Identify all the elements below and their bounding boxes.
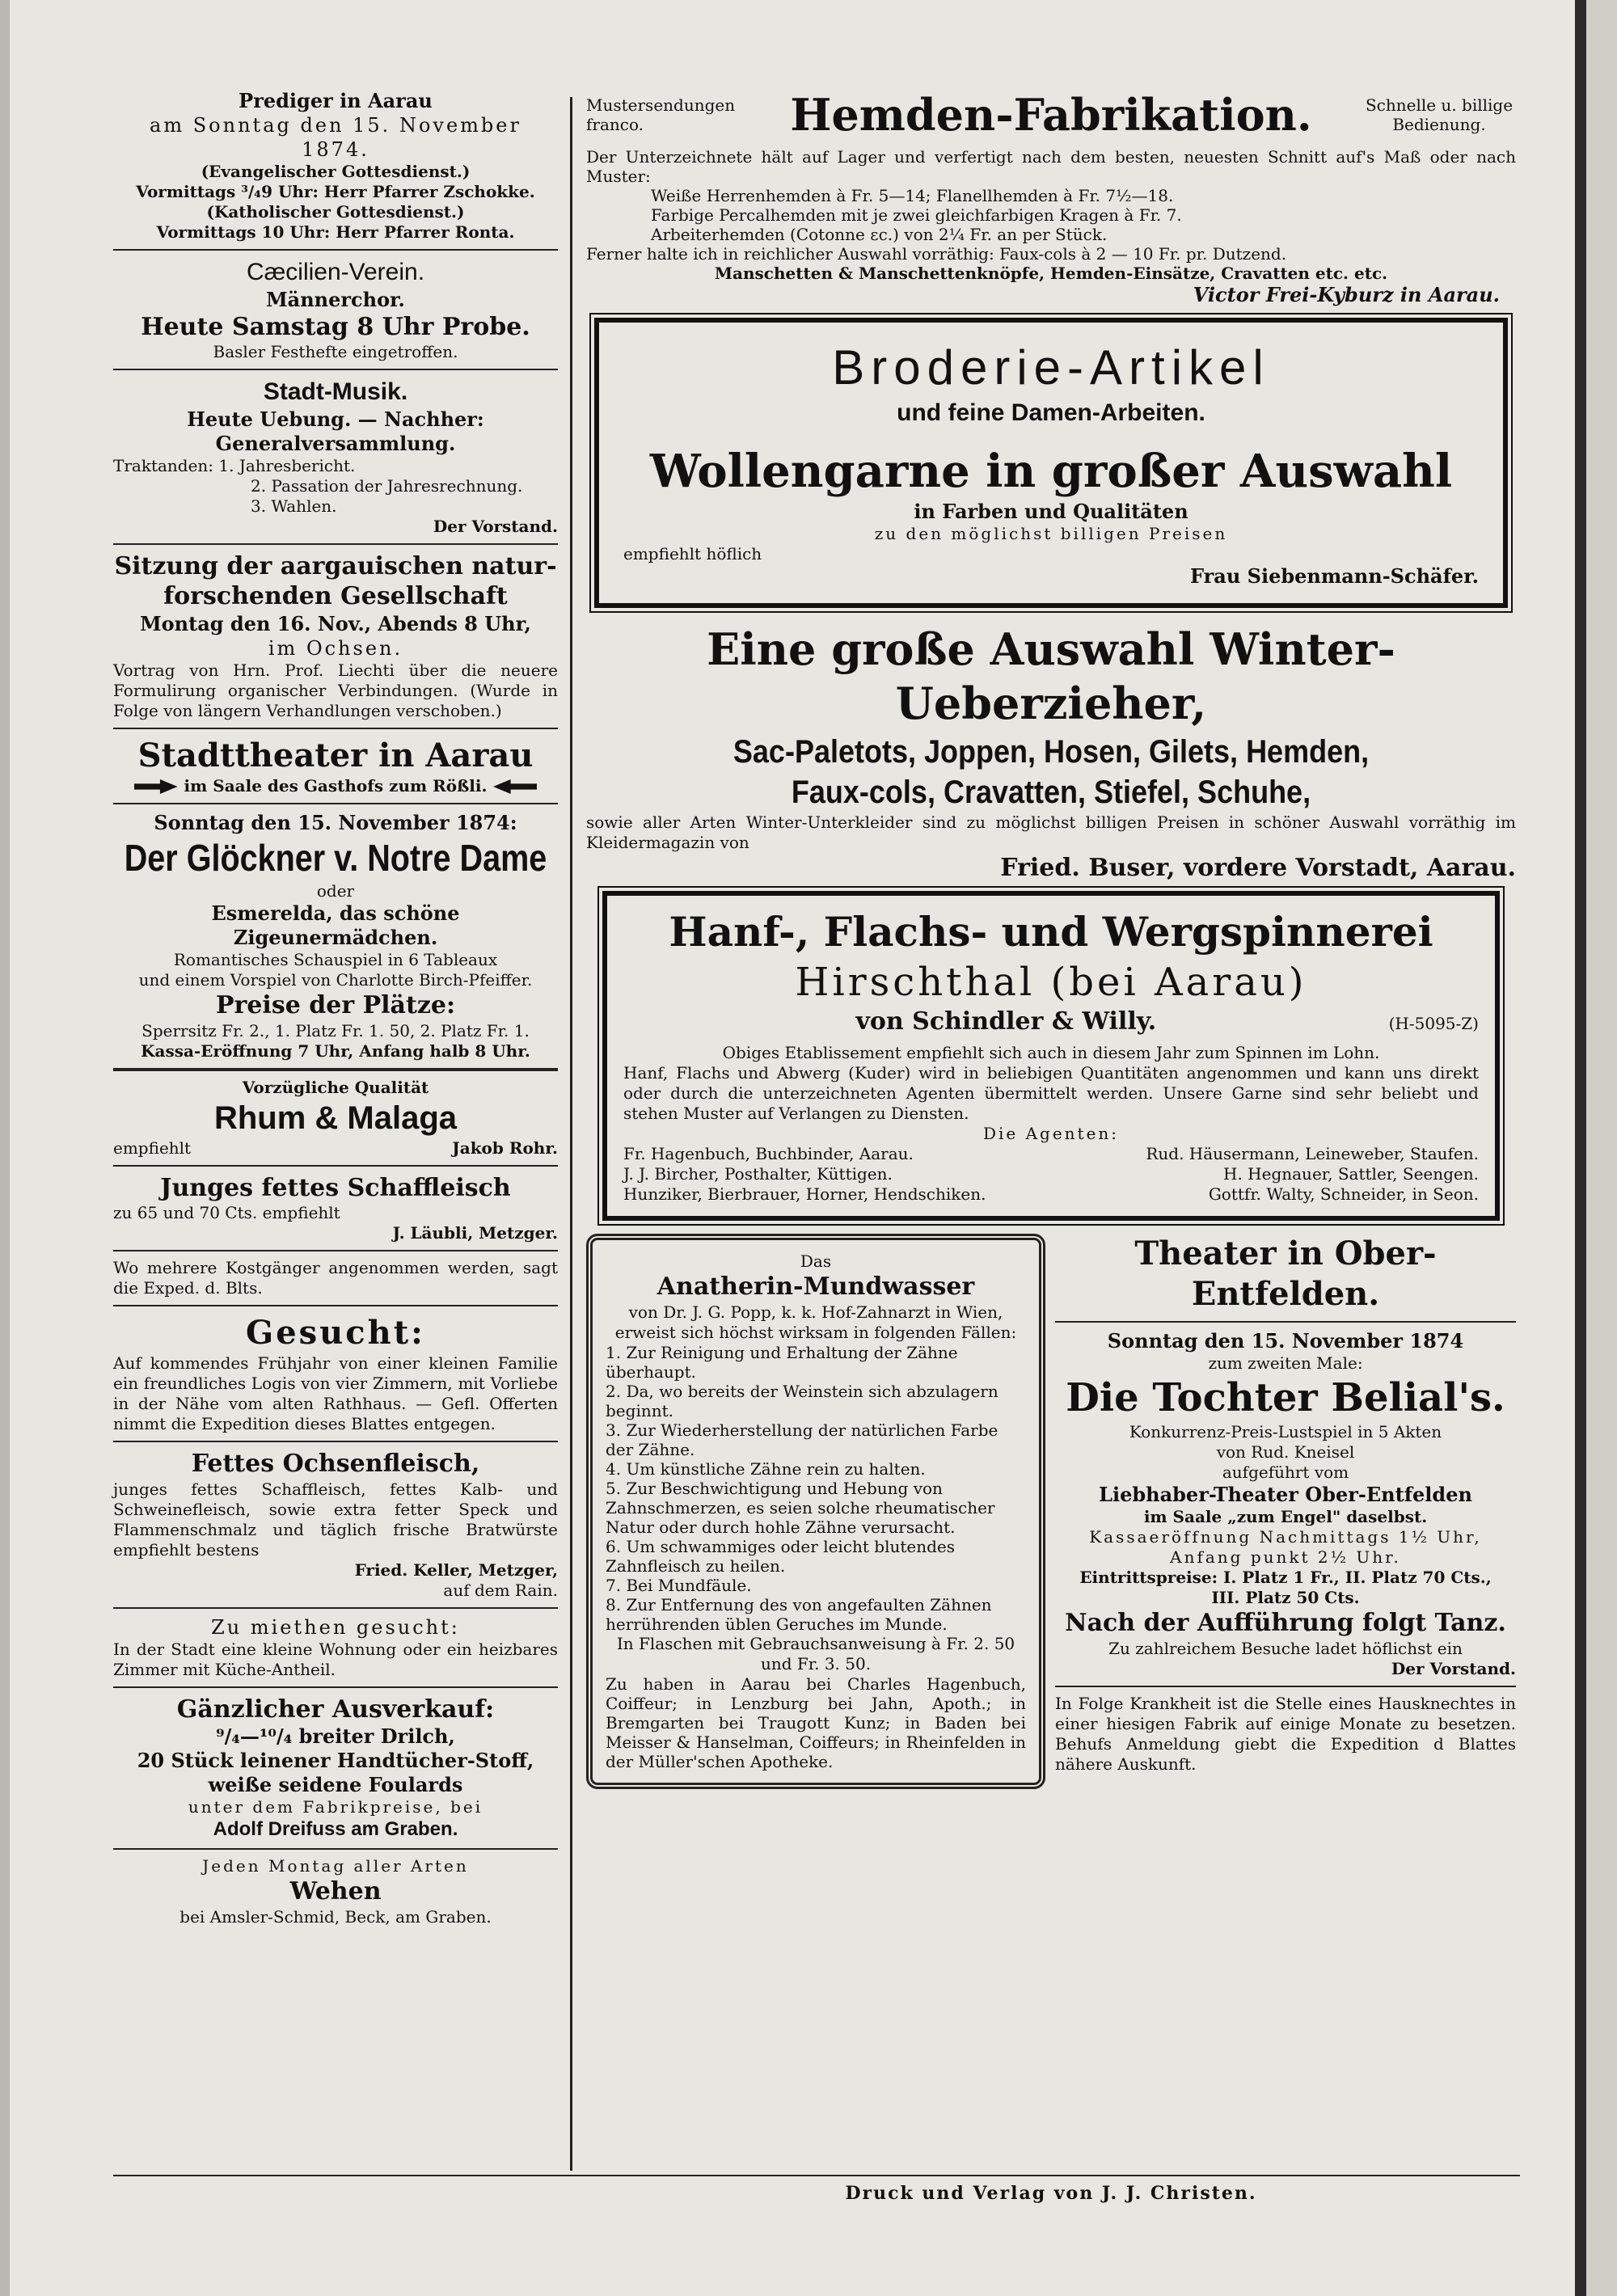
- prediger-ev-time: Vormittags ³/₄9 Uhr: Herr Pfarrer Zschokke.: [136, 182, 535, 201]
- theater-aarau-notice: [113, 736, 558, 1061]
- theater-aarau-place: im Saale des Gasthofs zum Rößli.: [184, 775, 488, 796]
- anatherin-haben: Zu haben in Aarau bei Charles Hagenbuch, Coiffeur; in Lenzburg bei Jahn, Apoth.; in Bremgarten bei Traugott Kunz; in Baden bei Meisser & Hanselman, Coiffeurs; in Rheinfelden in der Müller'schen Apotheke.: [606, 1673, 1026, 1771]
- ausverkauf-l3: weiße seidene Foulards: [208, 1773, 463, 1796]
- spinnerei-code: (H-5095-Z): [1388, 1013, 1479, 1033]
- spinnerei-a1: Fr. Hagenbuch, Buchbinder, Aarau.: [623, 1144, 914, 1163]
- caecilien-note: Basler Festhefte eingetroffen.: [213, 342, 458, 361]
- pointing-hand-icon: [493, 779, 537, 794]
- ausverkauf-title: Gänzlicher Ausverkauf:: [176, 1695, 495, 1724]
- broderie-title: Broderie-Artikel: [832, 340, 1270, 395]
- spinnerei-ad: [602, 891, 1500, 1221]
- gesucht-text: Auf kommendes Frühjahr von einer kleinen Familie ein freundliches Logis von vier Zimmern, mit Vorliebe in der Nähe vom alten Rathhaus. — Gefl. Offerten nimmt die Expedition dieses Blattes entgegen.: [113, 1353, 558, 1433]
- theater-aarau-preise-line: Sperrsitz Fr. 2., 1. Platz Fr. 1. 50, 2. Platz Fr. 1.: [141, 1020, 530, 1040]
- theater-ober-ad: [1055, 1234, 1516, 1679]
- ausverkauf-l2: 20 Stück leinener Handtücher-Stoff,: [137, 1749, 534, 1772]
- schaf-line: zu 65 und 70 Cts. empfiehlt: [113, 1203, 340, 1222]
- miethen-ad: [113, 1615, 558, 1680]
- ausverkauf-l1: ⁹/₄—¹⁰/₄ breiter Drilch,: [216, 1724, 455, 1748]
- theater-ober-preise: Eintrittspreise: I. Platz 1 Fr., II. Platz 70 Cts.,: [1079, 1568, 1492, 1587]
- ausverkauf-l4: unter dem Fabrikpreise, bei: [188, 1797, 483, 1817]
- ober-column: [1055, 1234, 1516, 1789]
- theater-aarau-date: Sonntag den 15. November 1874:: [154, 810, 517, 834]
- ochsen-text: junges fettes Schaffleisch, fettes Kalb- und Schweinefleisch, sowie extra fetter Speck und Flammenschmalz und täglich frische Bratwürste empfiehlt bestens: [113, 1479, 558, 1560]
- broderie-ad: [594, 318, 1508, 608]
- sitzung-t2: forschenden Gesellschaft: [163, 582, 508, 610]
- theater-ober-lieb: Liebhaber-Theater Ober-Entfelden: [1099, 1483, 1472, 1506]
- anatherin-item: 6. Um schwammiges oder leicht blutendes Zahnfleisch zu heilen.: [606, 1536, 956, 1576]
- stadtmusik-gv: Generalversammlung.: [215, 431, 456, 455]
- winter-title: Eine große Auswahl Winter-Ueberzieher,: [707, 623, 1395, 729]
- stadtmusik-t3: 3. Wahlen.: [251, 496, 337, 516]
- winter-text: sowie aller Arten Winter-Unterkleider sind zu möglichst billigen Preisen in schöner Auswahl vorräthig im Kleidermagazin von: [586, 812, 1516, 852]
- caecilien-sub: Männerchor.: [266, 287, 405, 311]
- ausverkauf-name: Adolf Dreifuss am Graben.: [213, 1818, 458, 1840]
- spinnerei-a2: Rud. Häusermann, Leineweber, Staufen.: [1146, 1144, 1479, 1163]
- anatherin-title: Anatherin-Mundwasser: [657, 1273, 975, 1301]
- hemden-intro: Der Unterzeichnete hält auf Lager und verfertigt nach dem besten, neuesten Schnitt auf's Maß oder nach Muster:: [586, 147, 1516, 186]
- hemden-mansch: Manschetten & Manschettenknöpfe, Hemden-Einsätze, Cravatten etc. etc.: [714, 264, 1388, 283]
- theater-aarau-desc2: und einem Vorspiel von Charlotte Birch-Pfeiffer.: [138, 970, 533, 990]
- schaf-name: J. Läubli, Metzger.: [392, 1223, 558, 1243]
- theater-ober-tanz: Nach der Aufführung folgt Tanz.: [1065, 1609, 1506, 1637]
- spinnerei-a6: Gottfr. Walty, Schneider, in Seon.: [1208, 1184, 1479, 1204]
- hemden-i2: Farbige Percalhemden mit je zwei gleichfarbigen Kragen à Fr. 7.: [651, 205, 1182, 225]
- anatherin-item: 1. Zur Reinigung und Erhaltung der Zähne überhaupt.: [606, 1342, 958, 1382]
- stadtmusik-t2: 2. Passation der Jahresrechnung.: [251, 475, 523, 496]
- hemden-i1: Weiße Herrenhemden à Fr. 5—14; Flanellhemden à Fr. 7½—18.: [651, 186, 1174, 205]
- spinnerei-a4: H. Hegnauer, Sattler, Seengen.: [1223, 1164, 1479, 1184]
- broderie-sign: Frau Siebenmann-Schäfer.: [1190, 563, 1479, 588]
- gesucht-title: Gesucht:: [246, 1314, 425, 1352]
- anatherin-item: 2. Da, wo bereits der Weinstein sich abzulagern beginnt.: [606, 1381, 998, 1420]
- spinnerei-text2: Hanf, Flachs und Abwerg (Kuder) wird in beliebigen Quantitäten angenommen und kann uns direkt oder durch die unterzeichneten Agenten übermittelt werden. Unsere Garne sind sehr beliebt und stehen Muster auf Verlangen zu Diensten.: [623, 1063, 1479, 1123]
- hemden-ad: [586, 89, 1516, 306]
- miethen-title: Zu miethen gesucht:: [211, 1615, 460, 1639]
- anatherin-das: Das: [800, 1251, 832, 1271]
- schaf-title: Junges fettes Schaffleisch: [160, 1173, 511, 1202]
- theater-aarau-kassa: Kassa-Eröffnung 7 Uhr, Anfang halb 8 Uhr.: [141, 1040, 530, 1061]
- theater-ober-desc: Konkurrenz-Preis-Lustspiel in 5 Akten: [1129, 1422, 1442, 1441]
- spinnerei-agenten: Die Agenten:: [982, 1124, 1120, 1143]
- theater-ober-preise2: III. Platz 50 Cts.: [1211, 1588, 1360, 1607]
- wehen-l1: Jeden Montag aller Arten: [202, 1856, 469, 1876]
- prediger-notice: [113, 89, 558, 243]
- rhum-ad: [113, 1078, 558, 1159]
- hemden-left: Mustersendungen franco.: [586, 95, 736, 134]
- hemden-ferner: Ferner halte ich in reichlicher Auswahl vorräthig: Faux-cols à 2 — 10 Fr. pr. Dutzend.: [586, 244, 1287, 264]
- wehen-title: Wehen: [289, 1877, 382, 1906]
- ochsen-ad: [113, 1449, 558, 1601]
- broderie-farben: in Farben und Qualitäten: [914, 499, 1188, 523]
- theater-ober-title: Theater in Ober-Entfelden.: [1134, 1235, 1437, 1313]
- theater-ober-ladet: Zu zahlreichem Besuche ladet höflichst ein: [1108, 1638, 1463, 1658]
- hausknecht-ad: In Folge Krankheit ist die Stelle eines Hausknechtes in einer hiesigen Fabrik auf einige Monate zu besetzen. Behufs Anmeldung giebt die Expedition d Blattes nähere Auskunft.: [1055, 1693, 1516, 1774]
- theater-ober-aufg: aufgeführt vom: [1222, 1462, 1349, 1482]
- theater-aarau-preise: Preise der Plätze:: [215, 991, 456, 1019]
- broderie-preis: zu den möglichst billigen Preisen: [874, 523, 1228, 543]
- broderie-woll: Wollengarne in großer Auswahl: [649, 444, 1453, 498]
- hemden-i3: Arbeiterhemden (Cotonne ɛc.) von 2¼ Fr. an per Stück.: [651, 225, 1108, 244]
- ausverkauf-ad: [113, 1695, 558, 1842]
- anatherin-ad: [586, 1234, 1045, 1789]
- stadtmusik-trakt: Traktanden: 1. Jahresbericht.: [113, 455, 356, 475]
- anatherin-item: 3. Zur Wiederherstellung der natürlichen Farbe der Zähne.: [606, 1420, 998, 1459]
- ochsen-addr: auf dem Rain.: [443, 1580, 558, 1600]
- theater-aarau-sub: Esmerelda, das schöne Zigeunermädchen.: [211, 901, 460, 949]
- kost-ad: Wo mehrere Kostgänger angenommen werden, sagt die Exped. d. Blts.: [113, 1258, 558, 1298]
- sitzung-where: im Ochsen.: [268, 636, 403, 660]
- anatherin-item: 5. Zur Beschwichtigung und Hebung von Zahnschmerzen, es seien solche rheumatischer Natur oder durch hohle Zähne verursacht.: [606, 1478, 995, 1537]
- pointing-hand-icon: [134, 779, 178, 794]
- spinnerei-a3: J. J. Bircher, Posthalter, Küttigen.: [623, 1164, 893, 1184]
- stadtmusik-line: Heute Uebung. — Nachher:: [187, 407, 484, 431]
- theater-ober-kassa: Kassaeröffnung Nachmittags 1½ Uhr,: [1089, 1527, 1482, 1547]
- hemden-right: Schnelle u. billige Bedienung.: [1365, 95, 1514, 134]
- left-column: [113, 89, 558, 1927]
- bottom-row: [586, 1234, 1516, 1789]
- prediger-kath: (Katholischer Gottesdienst.): [206, 202, 465, 222]
- spinnerei-place: Hirschthal (bei Aarau): [795, 959, 1307, 1005]
- rhum-title: Rhum & Malaga: [213, 1099, 458, 1136]
- hemden-title: Hemden-Fabrikation.: [790, 89, 1312, 141]
- anatherin-item: 4. Um künstliche Zähne rein zu halten.: [606, 1458, 926, 1479]
- column-rule: [570, 97, 572, 2171]
- anatherin-von: von Dr. J. G. Popp, k. k. Hof-Zahnarzt in Wien,: [628, 1302, 1003, 1322]
- sitzung-text: Vortrag von Hrn. Prof. Liechti über die neuere Formulirung organischer Verbindungen. (Wurde in Folge von längern Verhandlungen verschoben.): [113, 660, 558, 720]
- scan-edge-left: [0, 0, 10, 2296]
- spinnerei-a5: Hunziker, Bierbrauer, Horner, Hendschiken.: [623, 1184, 986, 1204]
- sitzung-t1: Sitzung der aargauischen natur-: [114, 551, 557, 580]
- wehen-ad: [113, 1856, 558, 1927]
- stadtmusik-notice: [113, 377, 558, 537]
- ochsen-title: Fettes Ochsenfleisch,: [191, 1450, 480, 1478]
- theater-aarau-oder: oder: [316, 881, 355, 901]
- theater-aarau-title: Stadttheater in Aarau: [137, 736, 534, 774]
- broderie-empf: empfiehlt höflich: [623, 543, 762, 563]
- theater-ober-sign: Der Vorstand.: [1391, 1658, 1516, 1678]
- theater-ober-von: von Rud. Kneisel: [1216, 1442, 1355, 1462]
- rhum-name: Jakob Rohr.: [452, 1137, 558, 1158]
- wehen-l2: bei Amsler-Schmid, Beck, am Graben.: [179, 1906, 492, 1927]
- prediger-title: Prediger in Aarau: [239, 89, 433, 112]
- gesucht-ad: [113, 1313, 558, 1434]
- rhum-q: Vorzügliche Qualität: [242, 1077, 429, 1097]
- rhum-empf: empfiehlt: [113, 1137, 192, 1158]
- anatherin-erweist: erweist sich höchst wirksam in folgenden Fällen:: [614, 1322, 1017, 1342]
- miethen-text: In der Stadt eine kleine Wohnung oder ein heizbares Zimmer mit Küche-Antheil.: [113, 1639, 558, 1679]
- prediger-kath-time: Vormittags 10 Uhr: Herr Pfarrer Ronta.: [156, 222, 515, 242]
- winter-l2: Faux-cols, Cravatten, Stiefel, Schuhe,: [791, 774, 1311, 810]
- stadtmusik-title: Stadt-Musik.: [263, 378, 408, 405]
- sitzung-notice: [113, 551, 558, 721]
- hemden-sign: Victor Frei-Kyburz in Aarau.: [1193, 283, 1500, 306]
- ochsen-name: Fried. Keller, Metzger,: [354, 1560, 558, 1580]
- winter-l1: Sac-Paletots, Joppen, Hosen, Gilets, Hemden,: [733, 733, 1370, 770]
- winter-sign: Fried. Buser, vordere Vorstadt, Aarau.: [1000, 853, 1516, 882]
- theater-aarau-desc1: Romantisches Schauspiel in 6 Tableaux: [173, 950, 498, 969]
- caecilien-probe: Heute Samstag 8 Uhr Probe.: [141, 312, 530, 341]
- theater-ober-saal: im Saale „zum Engel" daselbst.: [1143, 1507, 1428, 1526]
- prediger-date: am Sonntag den 15. November 1874.: [150, 114, 521, 161]
- anatherin-item: 7. Bei Mundfäule.: [606, 1575, 752, 1595]
- winter-ad: [586, 623, 1516, 884]
- scan-edge-right: [1575, 0, 1617, 2296]
- spinnerei-von: von Schindler & Willy.: [855, 1007, 1157, 1036]
- printer-footer: Druck und Verlag von J. J. Christen.: [845, 2183, 1257, 2204]
- theater-aarau-play: Der Glöckner v. Notre Dame: [124, 836, 547, 879]
- caecilien-title: Cæcilien-Verein.: [246, 259, 425, 285]
- stadtmusik-sign: Der Vorstand.: [433, 516, 558, 536]
- broderie-sub: und feine Damen-Arbeiten.: [897, 399, 1205, 426]
- main-column: [586, 89, 1516, 1789]
- anatherin-items: [606, 1343, 1026, 1634]
- anatherin-flaschen: In Flaschen mit Gebrauchsanweisung à Fr. 2. 50 und Fr. 3. 50.: [616, 1633, 1015, 1673]
- theater-ober-zweiten: zum zweiten Male:: [1208, 1353, 1363, 1373]
- theater-ober-play: Die Tochter Belial's.: [1066, 1375, 1505, 1420]
- theater-ober-anfang: Anfang punkt 2½ Uhr.: [1170, 1547, 1401, 1567]
- spinnerei-title: Hanf-, Flachs- und Wergspinnerei: [669, 908, 1433, 956]
- caecilien-notice: [113, 257, 558, 362]
- spinnerei-text1: Obiges Etablissement empfiehlt sich auch in diesem Jahr zum Spinnen im Lohn.: [722, 1043, 1380, 1062]
- sitzung-when: Montag den 16. Nov., Abends 8 Uhr,: [140, 611, 531, 635]
- schaf-ad: [113, 1173, 558, 1244]
- theater-ober-date: Sonntag den 15. November 1874: [1107, 1329, 1464, 1353]
- anatherin-item: 8. Zur Entfernung des von angefaulten Zähnen herrührenden üblen Geruches im Munde.: [606, 1594, 992, 1634]
- prediger-ev: (Evangelischer Gottesdienst.): [201, 162, 471, 181]
